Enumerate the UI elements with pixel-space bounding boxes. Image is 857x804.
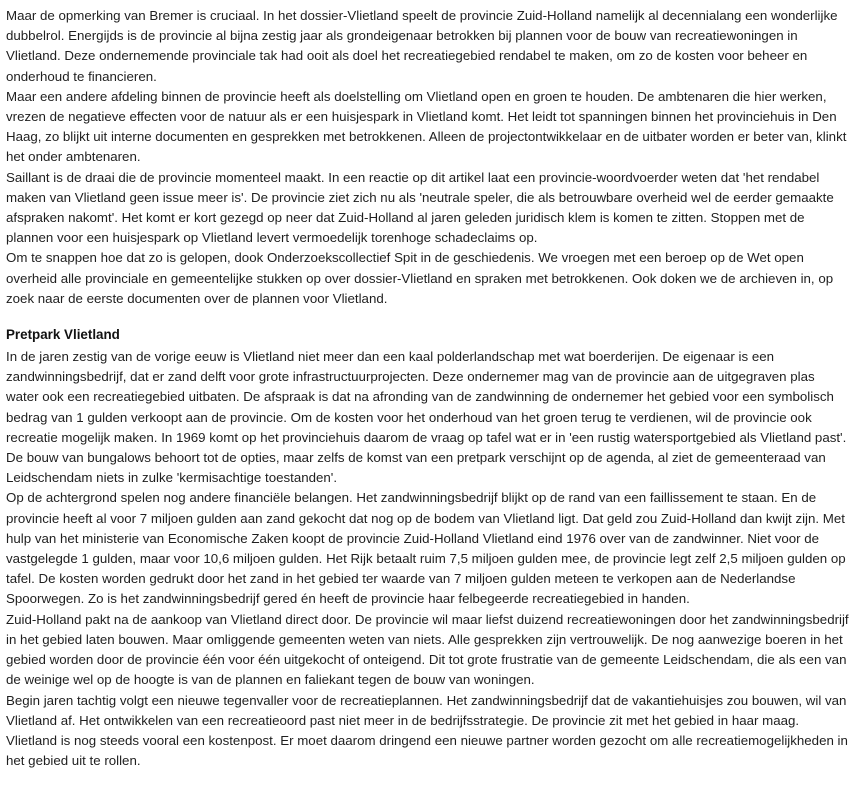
paragraph: Maar een andere afdeling binnen de provincie heeft als doelstelling om Vlietland open en groen te houden. De ambtenaren die hier werken, vrezen de negatieve effecten voor de natuur als er een huisjespark in Vlietland komt. Het leidt tot spanningen binnen het provinciehuis in Den Haag, zo blijkt uit interne documenten en gesprekken met betrokkenen. Alleen de projectontwikkelaar en de uitbater worden er beter van, klinkt het onder ambtenaren. — [6, 88, 847, 165]
paragraph: Zuid-Holland pakt na de aankoop van Vlietland direct door. De provincie wil maar liefst duizend recreatiewoningen door het zandwinningsbedrijf in het gebied laten bouwen. Maar omliggende gemeenten weten van niets. Alle gesprekken zijn vertrouwelijk. De nog aanwezige boeren in het gebied worden door de provincie één voor één uitgekocht of onteigend. Dit tot grote frustratie van de gemeente Leidschendam, die als een van de weinige wel op de hoogte is van de plannen en faliekant tegen de bouw van woningen. — [6, 611, 849, 688]
paragraph: In de jaren zestig van de vorige eeuw is Vlietland niet meer dan een kaal polderlandschap met wat boerderijen. De eigenaar is een zandwinningsbedrijf, dat er zand delft voor grote infrastructuurprojecten. Deze ondernemer mag van de provincie aan de uitgegraven plas water ook een recreatiegebied uitbaten. De afspraak is dat na afronding van de zandwinning de ondernemer het gebied voor een symbolisch bedrag van 1 gulden verkoopt aan de provincie. Om de kosten voor het onderhoud van het groen terug te verdienen, wil de provincie ook recreatie mogelijk maken. In 1969 komt op het provinciehuis daarom de vraag op tafel wat er in 'een rustig watersportgebied als Vlietland past'. De bouw van bungalows behoort tot de opties, maar zelfs de komst van een pretpark verschijnt op de agenda, al ziet de gemeenteraad van Leidschendam niets in zulke 'kermisachtige toestanden'. — [6, 349, 847, 486]
paragraph: Om te snappen hoe dat zo is gelopen, dook Onderzoekscollectief Spit in de geschiedenis. We vroegen met een beroep op de Wet open overheid alle provinciale en gemeentelijke stukken op over dossier-Vlietland en spraken met betrokkenen. Ook doken we de archieven in, op zoek naar de eerste documenten over de plannen voor Vlietland. — [6, 250, 834, 306]
section-heading: Pretpark Vlietland — [6, 327, 120, 343]
paragraph: Begin jaren tachtig volgt een nieuwe tegenvaller voor de recreatieplannen. Het zandwinningsbedrijf dat de vakantiehuisjes zou bouwen, wil van Vlietland af. Het ontwikkelen van een recreatieoord past niet meer in de bedrijfsstrategie. De provincie zit met het gebied in haar maag. Vlietland is nog steeds vooral een kostenpost. Er moet daarom dringend een nieuwe partner worden gezocht om alle recreatiemogelijkheden in het gebied uit te rollen. — [6, 692, 848, 769]
paragraph: Saillant is de draai die de provincie momenteel maakt. In een reactie op dit artikel laat een provincie-woordvoerder weten dat 'het rendabel maken van Vlietland geen issue meer is'. De provincie ziet zich nu als 'neutrale speler, die als betrouwbare overheid wel de eerder gemaakte afspraken nakomt'. Het komt er kort gezegd op neer dat Zuid-Holland al jaren geleden juridisch klem is komen te zitten. Stoppen met de plannen voor een huisjespark op Vlietland levert vermoedelijk torenhoge schadeclaims op. — [6, 169, 834, 246]
paragraph: Maar de opmerking van Bremer is cruciaal. In het dossier-Vlietland speelt de provincie Zuid-Holland namelijk al decennialang een wonderlijke dubbelrol. Energijds is de provincie al bijna zestig jaar als grondeigenaar betrokken bij plannen voor de bouw van recreatiewoningen in Vlietland. Deze ondernemende provinciale tak had ooit als doel het recreatiegebied rendabel te maken, om zo de kosten voor beheer en onderhoud te financieren. — [6, 8, 838, 84]
section-spacer — [6, 309, 849, 325]
paragraph: Op de achtergrond spelen nog andere financiële belangen. Het zandwinningsbedrijf blijkt op de rand van een faillissement te staan. En de provincie heeft al voor 7 miljoen gulden aan zand gekocht dat nog op de bodem van Vlietland ligt. Dat geld zou Zuid-Holland dan kwijt zijn. Met hulp van het ministerie van Economische Zaken koopt de provincie Zuid-Holland Vlietland eind 1976 over van de zandwinner. Niet voor de vastgelegde 1 gulden, maar voor 10,6 miljoen gulden. Het Rijk betaalt ruim 7,5 miljoen gulden mee, de provincie legt zelf 2,5 miljoen gulden op tafel. De kosten worden gedrukt door het zand in het gebied ter waarde van 7 miljoen gulden meteen te verkopen aan de Nederlandse Spoorwegen. Zo is het zandwinningsbedrijf gered én heeft de provincie haar felbegeerde recreatiegebied in handen. — [6, 490, 846, 607]
